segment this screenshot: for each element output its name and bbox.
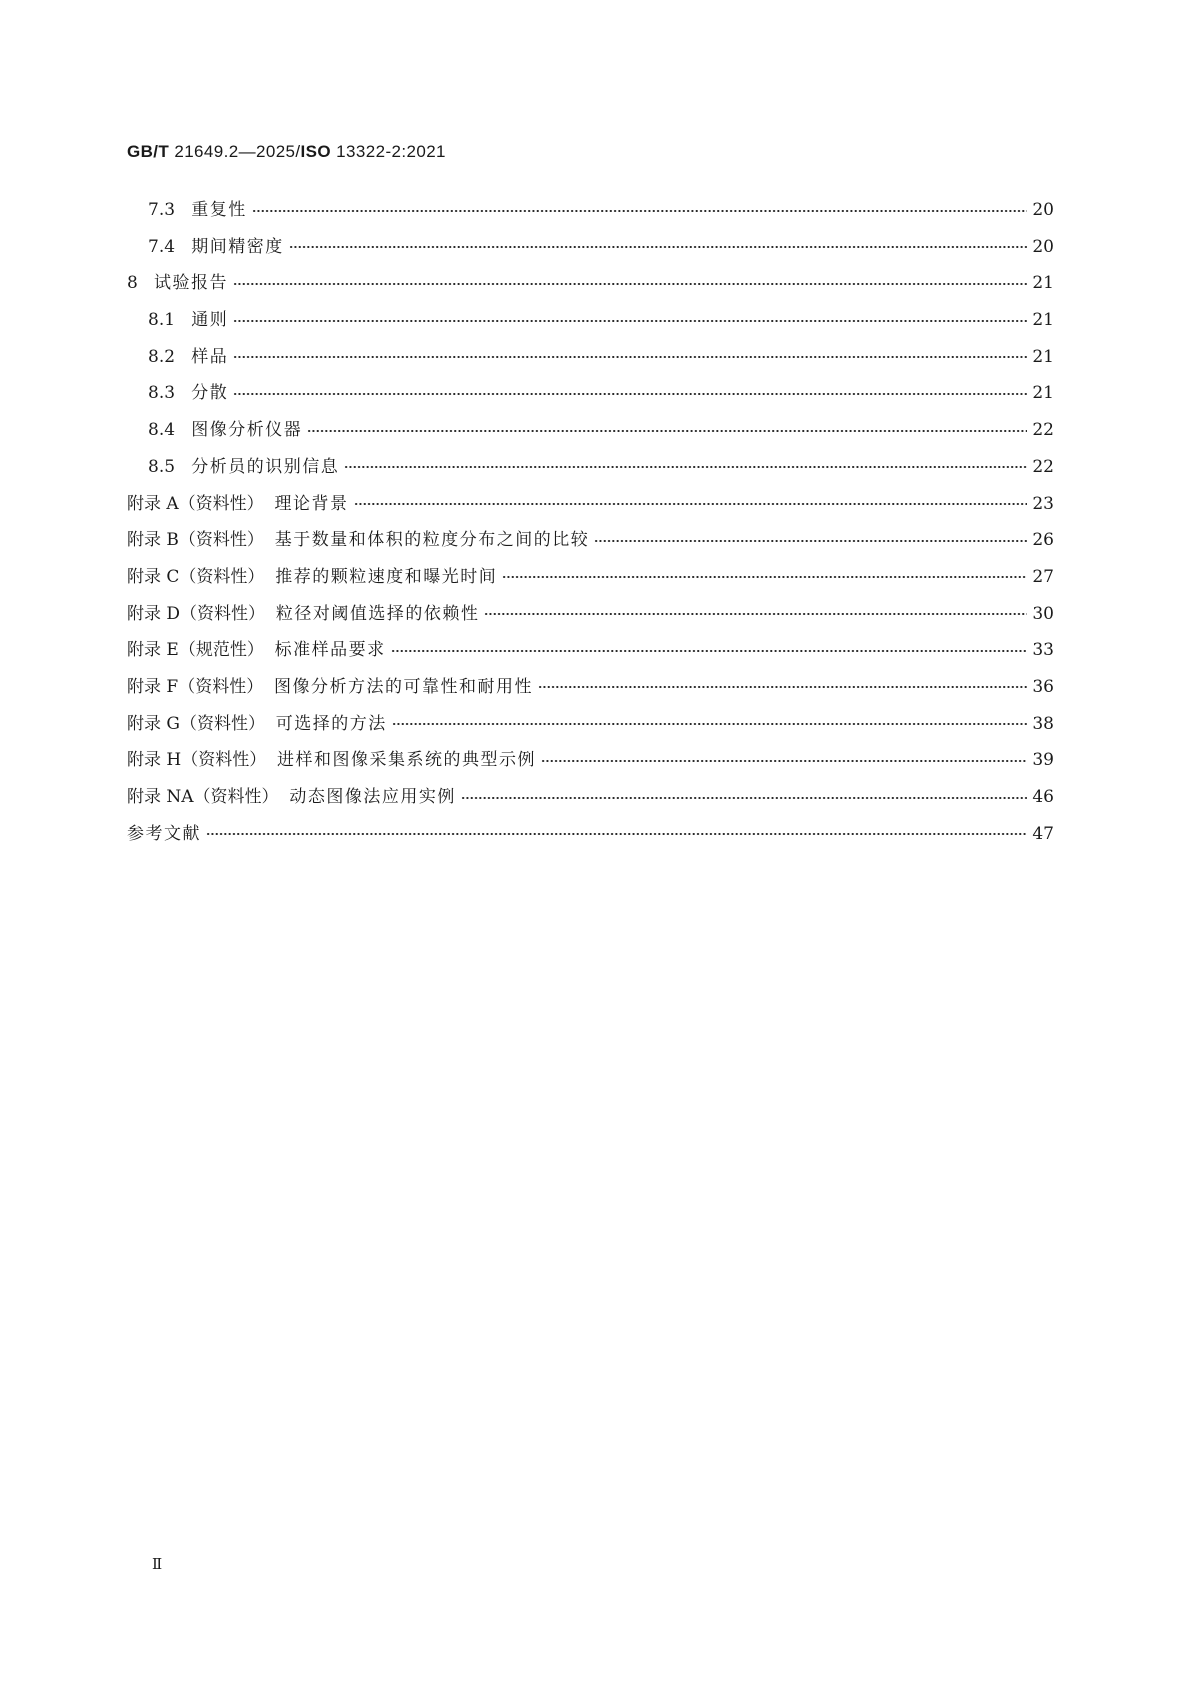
toc-entry-title: 试验报告 [154,273,229,294]
toc-entry-page: 22 [1032,456,1054,477]
toc-entry-number: 附录 G（资料性） [127,713,276,734]
toc-entry-page: 27 [1032,566,1054,587]
toc-dot-leader [354,500,1028,509]
toc-dot-leader [289,243,1027,252]
toc-entry[interactable] [127,632,1054,669]
toc-entry-page: 21 [1032,310,1054,331]
toc-entry-number: 附录 H（资料性） [127,750,278,771]
toc-entry-page: 33 [1032,640,1054,661]
toc-entry-page: 21 [1032,346,1054,367]
toc-entry[interactable] [127,559,1054,596]
toc-entry-title: 图像分析方法的可靠性和耐用性 [274,676,534,697]
toc-dot-leader [392,720,1027,729]
toc-dot-leader [538,683,1027,692]
toc-entry-number: 8.1 [148,310,192,331]
toc-entry-title: 理论背景 [274,493,349,514]
toc-entry-title: 重复性 [191,200,247,220]
toc-entry[interactable] [127,375,1054,412]
toc-entry-page: 21 [1032,273,1054,294]
toc-entry[interactable] [127,229,1054,266]
toc-dot-leader [391,646,1027,655]
page-folio: Ⅱ [152,1555,163,1573]
toc-entry-number: 附录 F（资料性） [127,676,275,697]
iso-prefix: ISO [300,142,332,161]
toc-entry[interactable] [127,302,1054,339]
toc-entry-title: 期间精密度 [191,236,284,257]
toc-entry-title: 基于数量和体积的粒度分布之间的比较 [274,530,590,551]
toc-entry-page: 39 [1032,750,1054,771]
standard-code [127,142,446,162]
toc-entry[interactable] [127,706,1054,743]
toc-dot-leader [484,610,1027,619]
toc-entry[interactable] [127,449,1054,486]
toc-entry-title: 通则 [191,310,229,331]
toc-entry-title: 参考文献 [127,823,201,844]
toc-entry-number: 附录 D（资料性） [127,603,276,624]
toc-entry-title: 进样和图像采集系统的典型示例 [277,750,537,771]
toc-dot-leader [594,536,1027,545]
toc-entry-title: 图像分析仪器 [191,420,303,441]
toc-entry[interactable] [127,669,1054,706]
toc-entry-number: 附录 B（资料性） [127,530,275,551]
toc-entry-number: 8.5 [148,456,192,477]
toc-entry-number: 8 [127,273,155,294]
toc-entry-page: 20 [1032,200,1054,220]
toc-entry-title: 标准样品要求 [274,640,386,661]
standard-number: 21649.2—2025/ [169,142,301,161]
toc-dot-leader [502,573,1027,582]
toc-dot-leader [307,426,1027,435]
toc-entry-number: 附录 E（规范性） [127,640,275,661]
toc-dot-leader [541,756,1027,765]
toc-entry[interactable] [127,192,1054,229]
toc-entry[interactable] [127,412,1054,449]
toc-entry[interactable] [127,522,1054,559]
table-of-contents [127,192,1054,852]
toc-entry-title: 动态图像法应用实例 [289,787,456,807]
toc-dot-leader [233,279,1027,288]
toc-entry[interactable] [127,742,1054,779]
toc-entry-number: 8.2 [148,346,192,367]
toc-entry-page: 47 [1032,823,1054,844]
toc-dot-leader [233,353,1027,362]
toc-entry-page: 36 [1032,676,1054,697]
toc-entry[interactable] [127,596,1054,633]
toc-dot-leader [461,793,1027,802]
toc-entry[interactable] [127,816,1054,853]
toc-entry-page: 22 [1032,420,1054,441]
toc-entry[interactable] [127,779,1054,816]
toc-entry-title: 可选择的方法 [275,713,387,734]
toc-entry-title: 分散 [191,383,229,404]
toc-entry-page: 38 [1032,713,1054,734]
toc-entry-number: 7.3 [148,200,192,220]
toc-dot-leader [233,389,1027,398]
toc-entry-number: 附录 NA（资料性） [127,787,290,807]
standard-prefix: GB/T [127,142,170,161]
toc-entry-page: 20 [1032,236,1054,257]
toc-dot-leader [206,830,1027,839]
toc-entry-page: 21 [1032,383,1054,404]
toc-entry-title: 推荐的颗粒速度和曝光时间 [275,566,498,587]
iso-number: 13322-2:2021 [331,142,446,161]
toc-entry-number: 7.4 [148,236,192,257]
toc-entry-number: 8.4 [148,420,192,441]
toc-entry[interactable] [127,339,1054,376]
toc-entry-page: 30 [1032,603,1054,624]
toc-entry-title: 样品 [191,346,229,367]
toc-dot-leader [252,206,1027,215]
toc-entry-number: 附录 A（资料性） [127,493,275,514]
toc-entry[interactable] [127,265,1054,302]
toc-dot-leader [233,316,1027,325]
toc-entry-page: 23 [1032,493,1054,514]
toc-entry-number: 8.3 [148,383,192,404]
toc-entry[interactable] [127,486,1054,523]
toc-dot-leader [344,463,1027,472]
toc-entry-title: 分析员的识别信息 [191,456,340,477]
toc-entry-page: 26 [1032,530,1054,551]
toc-entry-number: 附录 C（资料性） [127,566,276,587]
toc-entry-title: 粒径对阈值选择的依赖性 [275,603,480,624]
toc-entry-page: 46 [1032,787,1054,807]
